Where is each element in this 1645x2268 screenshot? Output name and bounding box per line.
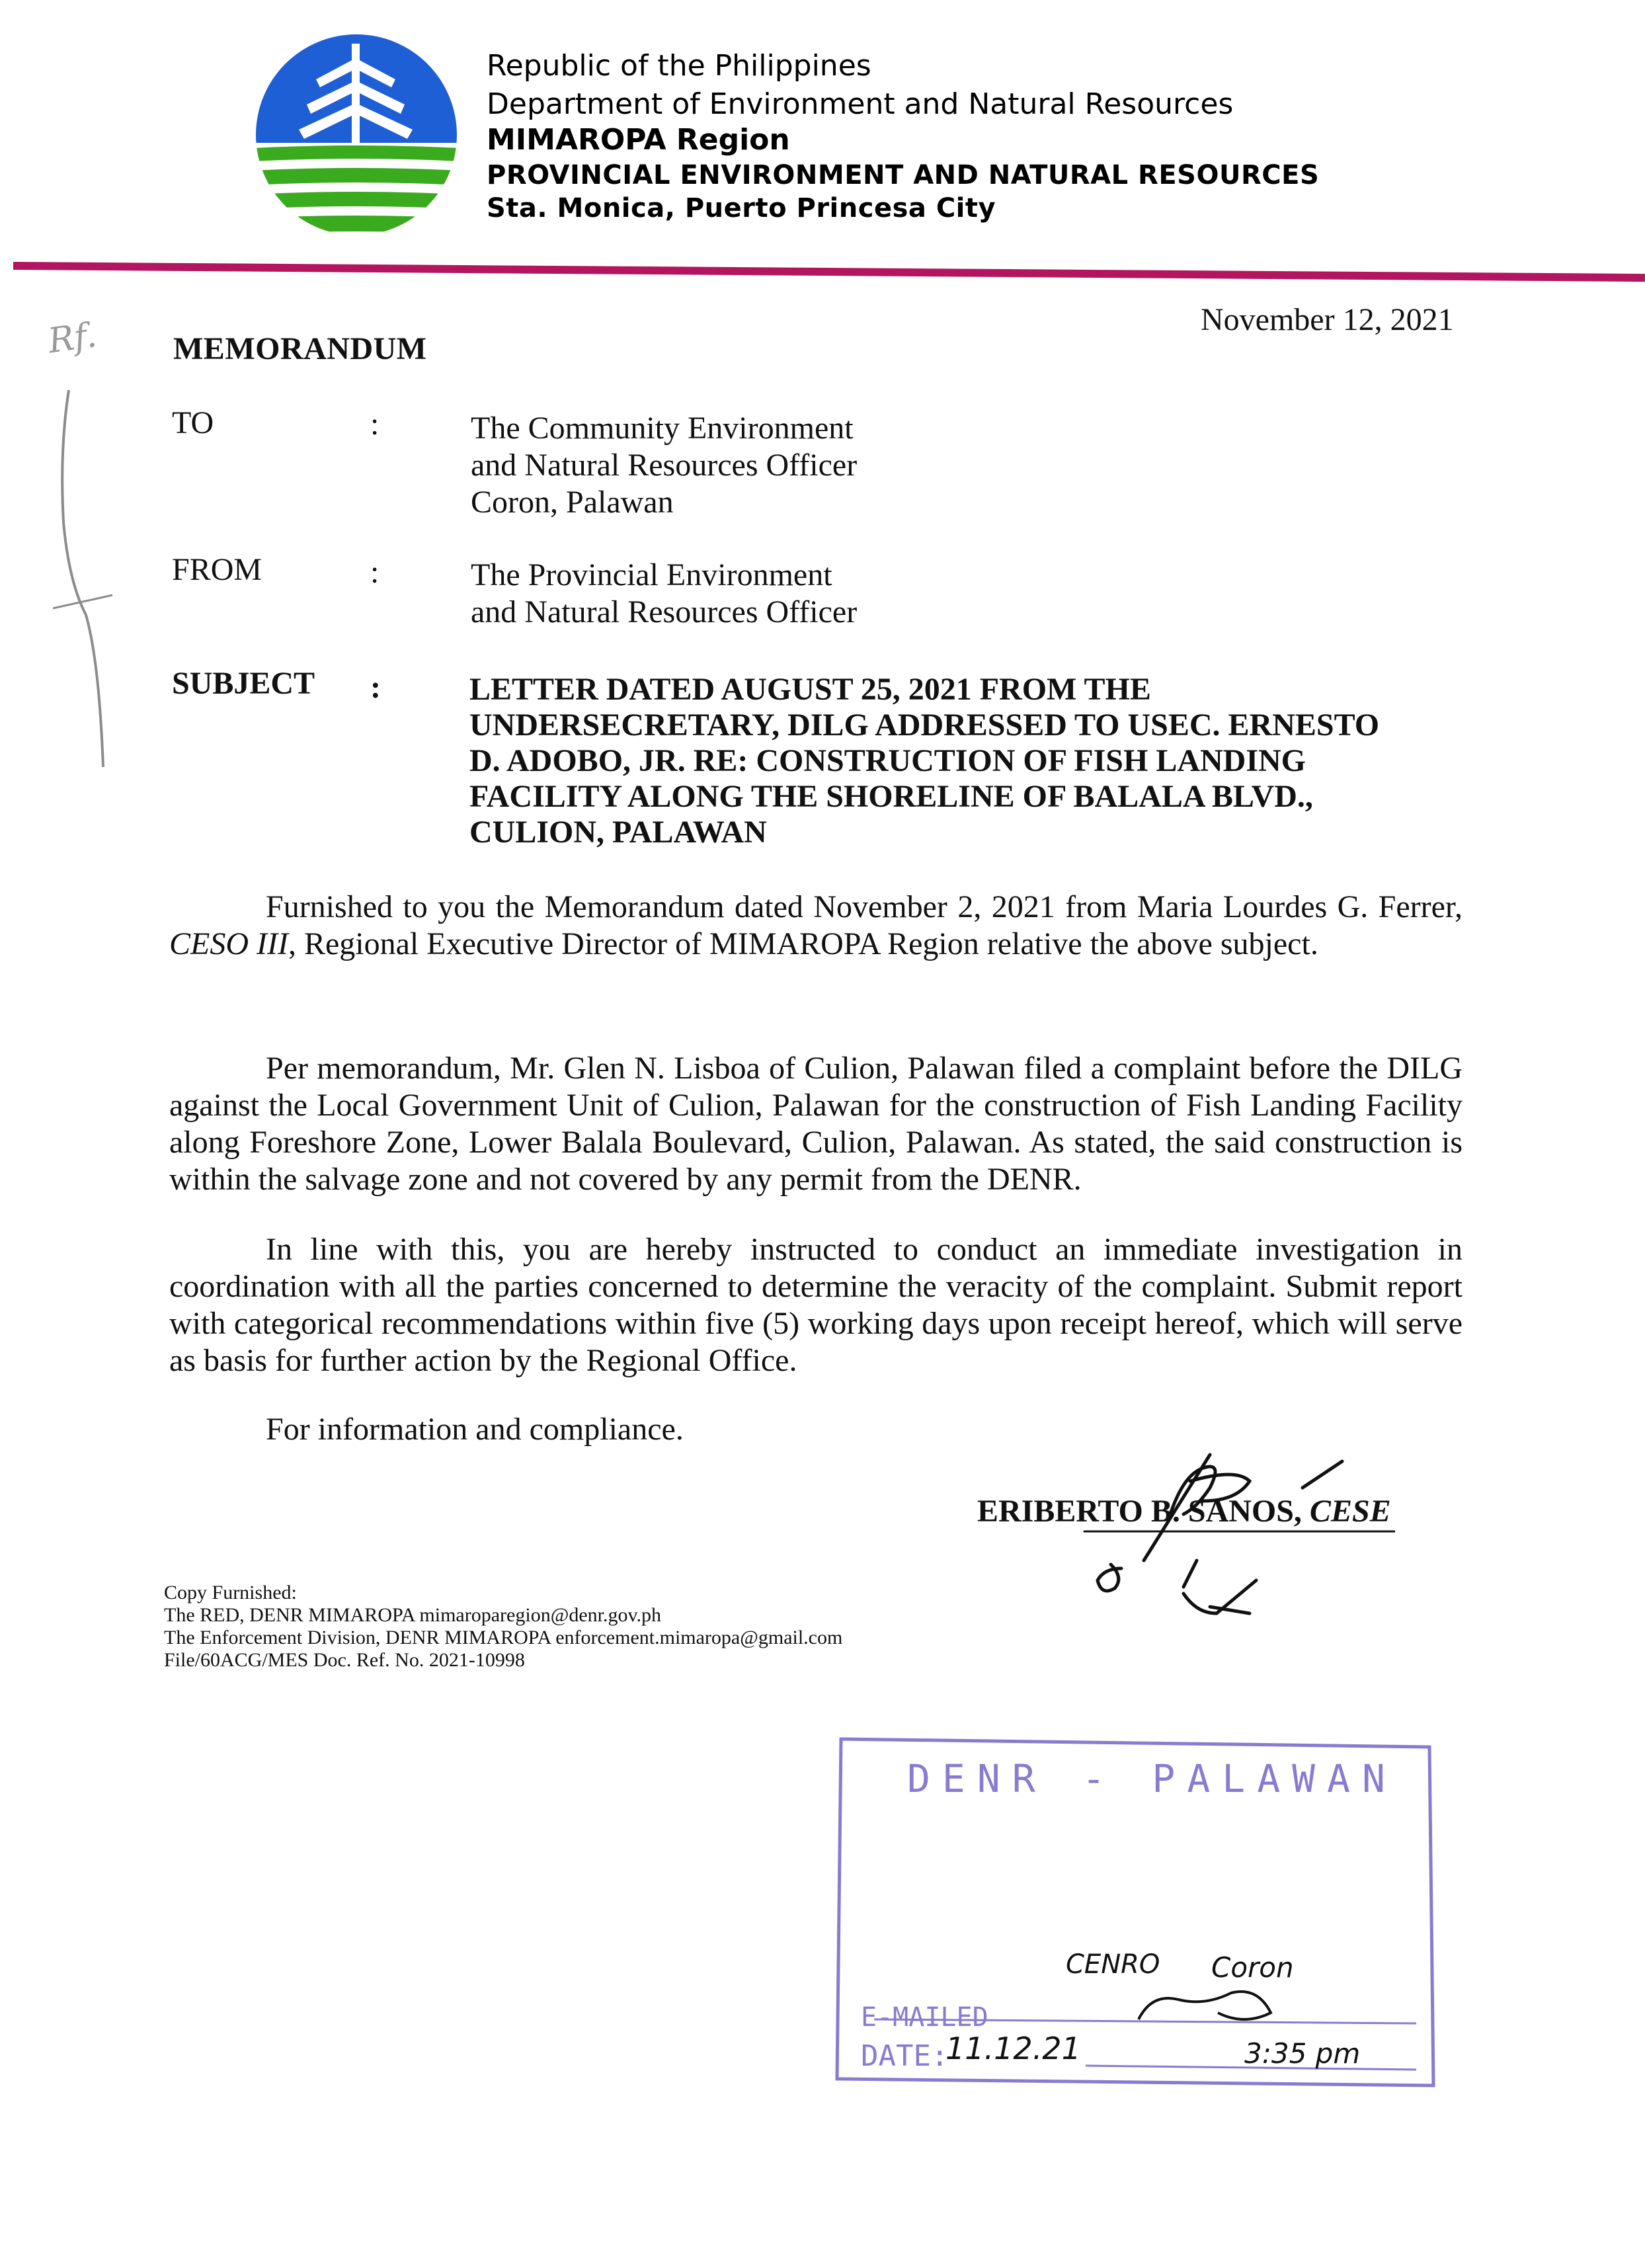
margin-handwritten-mark xyxy=(40,304,139,780)
subject-line: D. ADOBO, JR. RE: CONSTRUCTION OF FISH LANDING xyxy=(469,743,1306,778)
copy-furnished xyxy=(164,1582,842,1672)
letterhead-address: Sta. Monica, Puerto Princesa City xyxy=(487,193,996,223)
memo-date: November 12, 2021 xyxy=(1201,302,1454,337)
letterhead-region: MIMAROPA Region xyxy=(487,123,790,157)
to-line: The Community Environment xyxy=(471,411,854,446)
letterhead-divider xyxy=(13,262,1645,282)
stamp-time-handwritten: 3:35 pm xyxy=(1244,2037,1361,2070)
cc-heading: Copy Furnished: xyxy=(164,1582,297,1603)
letterhead-republic: Republic of the Philippines xyxy=(487,49,871,83)
from-label: FROM xyxy=(172,552,262,587)
cc-line: The RED, DENR MIMAROPA mimaroparegion@denr.gov.ph xyxy=(164,1604,662,1626)
margin-note-text: Rf. xyxy=(46,315,99,362)
body-paragraph-3: In line with this, you are hereby instructed to conduct an immediate investigation in coordination with all the parties concerned to determine the veracity of the complaint. Submit report with categorical recommendations within five (5) working days upon receipt hereof, which will serve as basis for further action by the Regional Office. xyxy=(169,1232,1463,1378)
handwritten-signature xyxy=(972,1415,1395,1627)
denr-logo-icon xyxy=(253,32,460,238)
subject-line: FACILITY ALONG THE SHORELINE OF BALALA BLVD., xyxy=(469,779,1313,814)
letterhead-office: PROVINCIAL ENVIRONMENT AND NATURAL RESOURCES xyxy=(487,160,1320,190)
memo-title: MEMORANDUM xyxy=(173,331,427,366)
stamp-header: DENR - PALAWAN xyxy=(907,1756,1397,1801)
to-line: Coron, Palawan xyxy=(471,485,674,520)
body-paragraph-2: Per memorandum, Mr. Glen N. Lisboa of Culion, Palawan filed a complaint before the DILG against the Local Government Unit of Culion, Palawan for the construction of Fish Landing Facility along Foreshore Zone, Lower Balala Boulevard, Culion, Palawan. As stated, the said construction is within the salvage zone and not covered by any permit from the DENR. xyxy=(169,1051,1463,1197)
signatory-name: ERIBERTO B. SANOS, CESE xyxy=(977,1494,1391,1529)
to-label: TO xyxy=(172,405,214,440)
subject-line: LETTER DATED AUGUST 25, 2021 FROM THE xyxy=(469,672,1151,707)
stamp-emailed-label: E-MAILED xyxy=(861,2002,988,2033)
from-sender xyxy=(471,557,857,631)
stamp-office-handwritten: CENRO xyxy=(1066,1949,1160,1980)
from-line: and Natural Resources Officer xyxy=(471,594,858,629)
subject-text xyxy=(469,672,1474,850)
stamp-date-handwritten: 11.12.21 xyxy=(945,2031,1081,2066)
stamp-receiver-initials xyxy=(1139,1992,1271,2019)
to-line: and Natural Resources Officer xyxy=(471,448,858,483)
stamp-place-handwritten: Coron xyxy=(1211,1951,1294,1984)
to-recipient xyxy=(471,410,857,521)
ceso-italic: CESO III xyxy=(169,926,288,961)
subject-colon: : xyxy=(370,670,381,705)
cc-line: File/60ACG/MES Doc. Ref. No. 2021-10998 xyxy=(164,1649,525,1671)
subject-label: SUBJECT xyxy=(172,666,315,701)
received-stamp xyxy=(834,1735,1444,2092)
from-line: The Provincial Environment xyxy=(471,557,832,592)
body-paragraph-1: Furnished to you the Memorandum dated November 2, 2021 from Maria Lourdes G. Ferrer, CESO III, Regional Executive Director of MIMAROPA Region relative the above subject. xyxy=(169,889,1463,961)
letterhead-department: Department of Environment and Natural Resources xyxy=(487,87,1234,121)
subject-line: UNDERSECRETARY, DILG ADDRESSED TO USEC. ERNESTO xyxy=(469,708,1380,743)
subject-line: CULION, PALAWAN xyxy=(469,815,767,850)
stamp-date-label: DATE: xyxy=(861,2039,949,2073)
closing-line: For information and compliance. xyxy=(266,1412,684,1447)
to-colon: : xyxy=(370,407,380,442)
from-colon: : xyxy=(370,555,380,590)
cc-line: The Enforcement Division, DENR MIMAROPA enforcement.mimaropa@gmail.com xyxy=(164,1627,843,1648)
